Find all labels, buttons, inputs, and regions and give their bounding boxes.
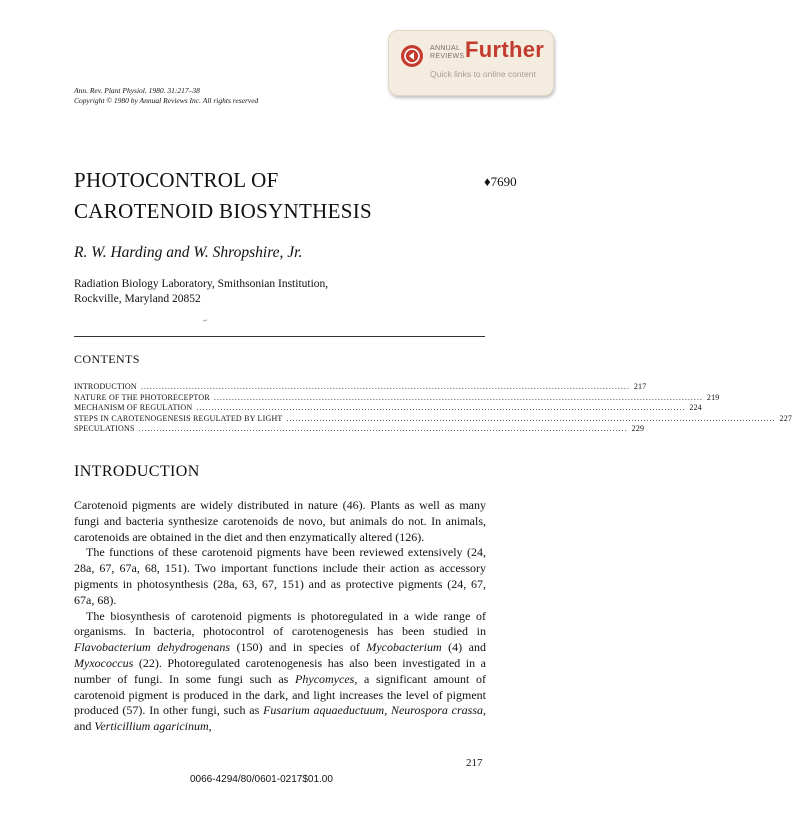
paragraph-1: Carotenoid pigments are widely distributed in nature (46). Plants as well as many fungi and bacteria synthesize carotenoids de novo, but animals do not. In animals, carotenoids are obtained in the diet and then enzymatically altered (126). xyxy=(74,498,486,544)
toc-entry-page: 227 xyxy=(779,413,792,423)
introduction-heading: INTRODUCTION xyxy=(74,463,200,480)
journal-citation: Ann. Rev. Plant Physiol. 1980. 31:217–38 xyxy=(74,86,200,95)
horizontal-rule xyxy=(74,336,485,337)
toc-entry-title: INTRODUCTION xyxy=(74,382,137,391)
badge-subtitle: Quick links to online content xyxy=(430,69,536,79)
authors: R. W. Harding and W. Shropshire, Jr. xyxy=(74,244,303,261)
affiliation-line2: Rockville, Maryland 20852 xyxy=(74,293,201,305)
toc-entry[interactable] xyxy=(74,392,720,404)
issn-code: 0066-4294/80/0601-0217$01.00 xyxy=(190,774,333,785)
toc-entry[interactable] xyxy=(74,382,647,393)
toc-entry-title: MECHANISM OF REGULATION xyxy=(74,403,193,412)
toc-entry-page: 217 xyxy=(633,382,647,391)
article-code: ♦7690 xyxy=(484,174,517,189)
stray-mark xyxy=(203,319,207,321)
toc-entry-page: 219 xyxy=(706,392,720,402)
paragraph-2: The functions of these carotenoid pigments have been reviewed extensively (24, 28a, 67, 67a, 68, 151). Two important functions include their action as accessory pigments in photosynthesis (28a, 63, 67, 151) and as protective pigments (24, 67, 67a, 68). xyxy=(74,545,486,607)
toc-entry-title: SPECULATIONS xyxy=(74,424,135,433)
toc-leader-dots: ................................................................................................................................................................... xyxy=(196,403,686,412)
toc-entry-page: 229 xyxy=(631,424,645,433)
annual-reviews-further-badge[interactable] xyxy=(388,30,554,96)
toc-leader-dots: ................................................................................................................................................................... xyxy=(138,424,628,433)
paragraph-3: The biosynthesis of carotenoid pigments is photoregulated in a wide range of organisms. In bacteria, photocontrol of carotenogenesis has been studied in Flavobacterium dehydrogenans (150) and in species of Mycobacterium (4) and Myxococcus (22). Photoregulated carotenogenesis has also been investigated in a number of fungi. In some fungi such as Phycomyces, a significant amount of carotenoid pigment is produced in the dark, and light increases the level of pigment produced (57). In other fungi, such as Fusarium aquaeductuum, Neurospora crassa, and Verticillium agaricinum, xyxy=(74,608,486,734)
toc-entry-title: NATURE OF THE PHOTORECEPTOR xyxy=(74,392,210,402)
affiliation-line1: Radiation Biology Laboratory, Smithsonian Institution, xyxy=(74,278,329,290)
badge-annual-reviews-label: ANNUAL REVIEWS xyxy=(430,45,465,60)
copyright-notice: Copyright © 1980 by Annual Reviews Inc. All rights reserved xyxy=(74,96,259,105)
toc-entry-title: STEPS IN CAROTENOGENESIS REGULATED BY LIGHT xyxy=(74,413,283,423)
badge-further-label: Further xyxy=(465,37,545,62)
table-of-contents xyxy=(74,382,792,435)
introduction-body xyxy=(74,498,486,735)
page-number: 217 xyxy=(466,757,483,769)
toc-entry[interactable] xyxy=(74,403,702,414)
toc-leader-dots: ................................................................................................................................................................... xyxy=(213,392,703,402)
article-title-line2: CAROTENOID BIOSYNTHESIS xyxy=(74,199,372,223)
toc-leader-dots: ................................................................................................................................................................... xyxy=(286,413,776,423)
contents-heading: CONTENTS xyxy=(74,352,140,366)
toc-leader-dots: ................................................................................................................................................................... xyxy=(140,382,630,391)
toc-entry[interactable] xyxy=(74,424,645,435)
toc-entry[interactable] xyxy=(74,413,792,425)
play-circle-icon xyxy=(401,45,423,67)
toc-entry-page: 224 xyxy=(689,403,702,412)
article-title-line1: PHOTOCONTROL OF xyxy=(74,168,279,192)
